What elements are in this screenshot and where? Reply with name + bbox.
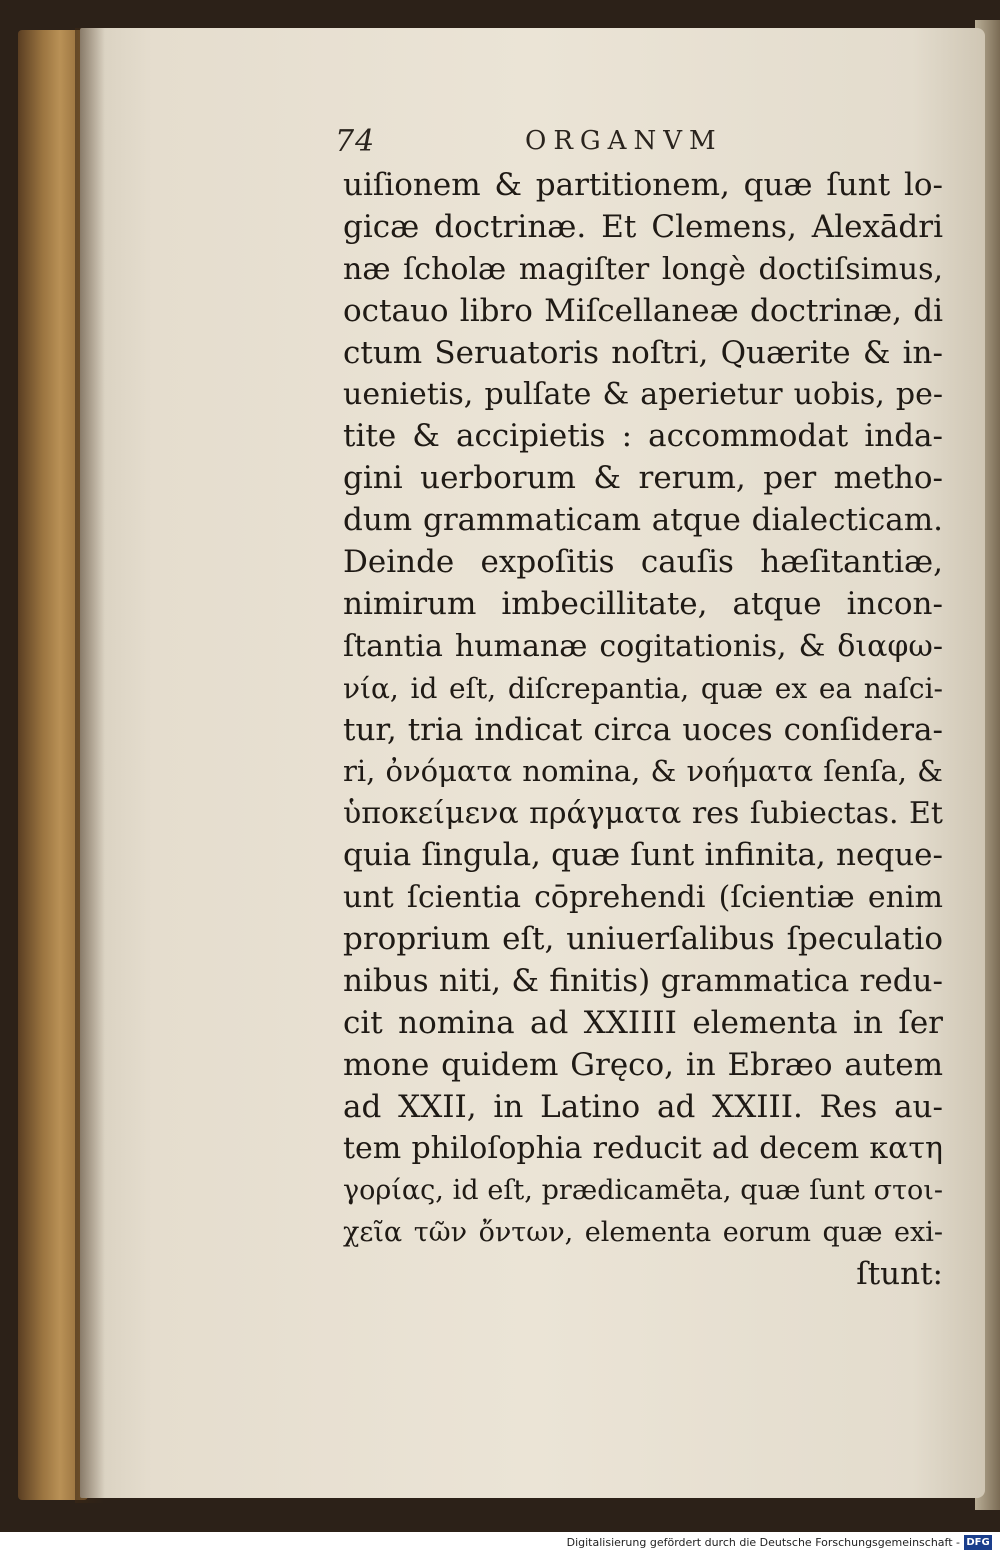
- running-head: ORGANVM: [525, 126, 723, 156]
- digitization-footer: [0, 1532, 1000, 1554]
- text-block: [343, 165, 943, 1296]
- text-line: nimirum imbecillitate, atque incon-: [343, 585, 943, 622]
- page-header: [335, 120, 815, 168]
- text-line: νία, id eſt, diſcrepantia, quæ ex ea naſci-: [343, 671, 943, 705]
- spine-shadow: [75, 28, 105, 1503]
- text-line: næ ſcholæ magiſter longè doctiſsimus,: [343, 251, 943, 287]
- text-line: quia ſingula, quæ ſunt infinita, neque-: [343, 837, 943, 874]
- text-line: nibus niti, & finitis) grammatica redu-: [343, 962, 943, 999]
- text-line: uenietis, pulſate & aperietur uobis, pe-: [343, 377, 943, 413]
- text-line: gicæ doctrinæ. Et Clemens, Alexādri: [343, 208, 943, 245]
- page-number: 74: [335, 124, 376, 159]
- text-line: ad XXII, in Latino ad XXIII. Res au-: [343, 1088, 943, 1125]
- text-line: χεῖα τῶν ὄντων, elementa eorum quæ exi-: [343, 1217, 943, 1249]
- text-line: tur, tria indicat circa uoces conſidera-: [343, 711, 943, 748]
- text-line: ctum Seruatoris noſtri, Quærite & in-: [343, 334, 943, 371]
- text-line: tite & accipietis : accommodat inda-: [343, 418, 943, 455]
- text-line-catchword: ſtunt:: [856, 1256, 943, 1293]
- text-line: dum grammaticam atque dialecticam.: [343, 502, 943, 539]
- text-line: uiſionem & partitionem, quæ ſunt lo-: [343, 167, 943, 203]
- text-line: cit nomina ad XXIIII elementa in ſer: [343, 1004, 943, 1041]
- funding-notice: Digitalisierung gefördert durch die Deutsche Forschungsgemeinschaft -: [566, 1536, 960, 1549]
- text-line: unt ſcientia cōprehendi (ſcientiæ enim: [343, 880, 943, 916]
- text-line: tem philoſophia reducit ad decem κατη: [343, 1131, 943, 1167]
- text-line: octauo libro Miſcellaneæ doctrinæ, di: [343, 292, 943, 329]
- text-line: ὑποκείμενα πράγματα res ſubiectas. Et: [343, 796, 943, 832]
- text-line: gini uerborum & rerum, per metho-: [343, 460, 943, 497]
- text-line: ſtantia humanæ cogitationis, & διαφω-: [343, 628, 943, 664]
- text-line: mone quidem Gręco, in Ebræo autem: [343, 1046, 943, 1083]
- dfg-logo-icon: DFG: [964, 1535, 992, 1550]
- text-line: ri, ὀνόματα nomina, & νοήματα ſenſa, &: [343, 754, 943, 789]
- text-line: proprium eſt, uniuerſalibus ſpeculatio: [343, 921, 943, 958]
- text-line: Deinde expoſitis cauſis hæſitantiæ,: [343, 544, 943, 581]
- text-line: γορίας, id eſt, prædicamēta, quæ ſunt στοι-: [343, 1175, 943, 1207]
